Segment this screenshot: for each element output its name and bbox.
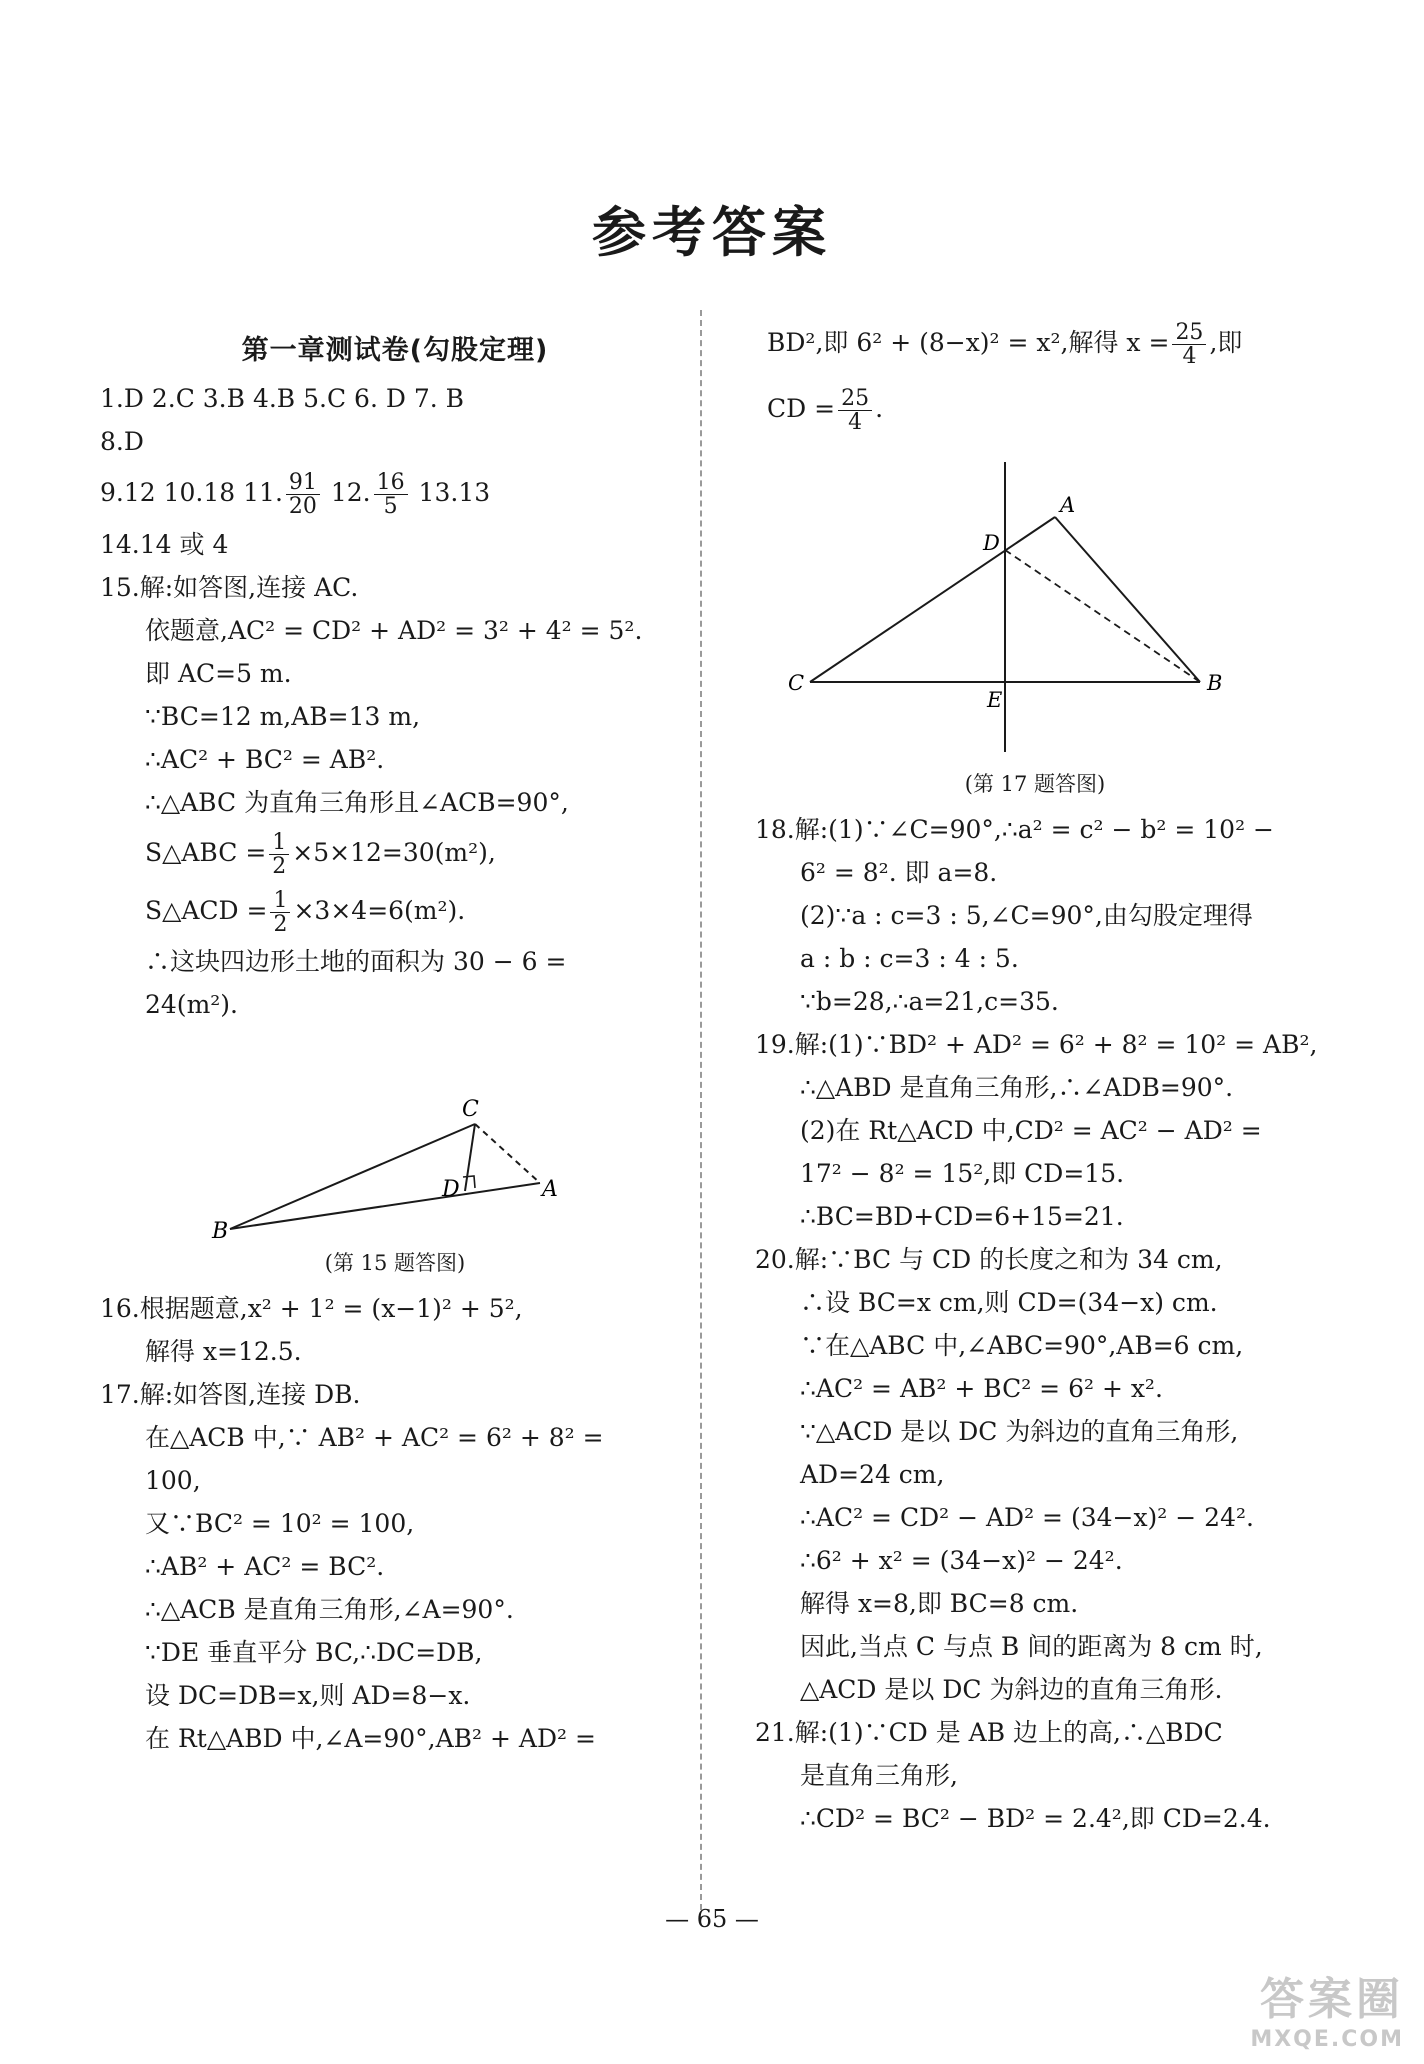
fraction-denominator: 20: [288, 494, 317, 519]
q15-line: ∴△ABC 为直角三角形且∠ACB=90°,: [145, 788, 569, 817]
q15-area-acd: [100, 882, 690, 940]
q20-line: 因此,当点 C 与点 B 间的距离为 8 cm 时,: [800, 1632, 1263, 1661]
vertex-label-a: A: [542, 1177, 558, 1202]
q19-line: ∴BC=BD+CD=6+15=21.: [800, 1202, 1124, 1231]
fraction-numerator: 1: [270, 889, 290, 913]
q16-line: 16.根据题意,x² + 1² = (x−1)² + 5²,: [100, 1294, 523, 1323]
q20-line: ∵在△ABC 中,∠ABC=90°,AB=6 cm,: [800, 1331, 1244, 1360]
q20-line: ∴设 BC=x cm,则 CD=(34−x) cm.: [800, 1288, 1218, 1317]
vertex-label-d: D: [983, 531, 1000, 555]
fraction-denominator: 4: [1182, 344, 1197, 369]
fraction-half: [270, 889, 290, 936]
fraction-25-4: [838, 387, 872, 434]
q15-line: ∴这块四边形土地的面积为 30 − 6 =: [145, 947, 567, 976]
q20-line: ∴AC² = CD² − AD² = (34−x)² − 24².: [800, 1503, 1254, 1532]
area-label: S△ABC =: [145, 838, 267, 867]
left-column: [100, 310, 690, 1760]
q17-equation: BD²,即 6² + (8−x)² = x²,解得 x =: [767, 328, 1170, 357]
fraction-denominator: 5: [383, 494, 398, 519]
answer-13-text: 13.13: [410, 478, 491, 507]
q16-line: 解得 x=12.5.: [145, 1337, 302, 1366]
fraction-numerator: 25: [1172, 321, 1206, 345]
q21-line: 是直角三角形,: [800, 1761, 958, 1790]
q17-result: [755, 376, 1315, 442]
fraction-numerator: 1: [269, 831, 289, 855]
fraction-denominator: 2: [273, 912, 288, 937]
column-divider: [700, 310, 702, 1910]
q17-line: ∴△ACB 是直角三角形,∠A=90°.: [145, 1595, 514, 1624]
answer-14: 14.14 或 4: [100, 530, 229, 559]
q17-result-tail: .: [875, 394, 884, 423]
vertex-label-e: E: [987, 688, 1003, 712]
q20-line: AD=24 cm,: [800, 1460, 945, 1489]
fraction-half: [269, 831, 289, 878]
q15-line: ∵BC=12 m,AB=13 m,: [145, 702, 421, 731]
vertex-label-c: C: [788, 671, 805, 695]
fraction-12: [374, 471, 408, 518]
figure-15: [100, 1026, 690, 1241]
q21-line: ∴CD² = BC² − BD² = 2.4²,即 CD=2.4.: [800, 1804, 1271, 1833]
answers-9-13: [100, 463, 690, 523]
q17-line: 17.解:如答图,连接 DB.: [100, 1380, 361, 1409]
chapter-heading: 第一章测试卷(勾股定理): [241, 335, 549, 366]
area-expression: ×3×4=6(m²).: [293, 896, 466, 925]
answers-1-7: 1.D 2.C 3.B 4.B 5.C 6. D 7. B: [100, 384, 465, 413]
q20-line: 解得 x=8,即 BC=8 cm.: [800, 1589, 1079, 1618]
vertex-label-b: B: [212, 1219, 229, 1241]
figure-17: [755, 442, 1315, 762]
q20-line: 20.解:∵BC 与 CD 的长度之和为 34 cm,: [755, 1245, 1223, 1274]
q17-line: 又∵BC² = 10² = 100,: [145, 1509, 415, 1538]
area-label: S△ACD =: [145, 896, 268, 925]
q17-result-label: CD =: [767, 394, 836, 423]
fraction-numerator: 25: [838, 387, 872, 411]
q17-line: 100,: [145, 1466, 201, 1495]
q18-line: ∵b=28,∴a=21,c=35.: [800, 987, 1059, 1016]
q17-line: 在 Rt△ABD 中,∠A=90°,AB² + AD² =: [145, 1724, 596, 1753]
fraction-numerator: 91: [286, 471, 320, 495]
q17-line: 在△ACB 中,∵ AB² + AC² = 6² + 8² =: [145, 1423, 604, 1452]
q18-line: 18.解:(1)∵∠C=90°,∴a² = c² − b² = 10² −: [755, 815, 1275, 844]
q17-line: 设 DC=DB=x,则 AD=8−x.: [145, 1681, 471, 1710]
fraction-denominator: 4: [848, 410, 863, 435]
watermark-logo-text: 答案圈: [1260, 1974, 1404, 2025]
q19-line: (2)在 Rt△ACD 中,CD² = AC² − AD² =: [800, 1116, 1262, 1145]
q21-line: 21.解:(1)∵CD 是 AB 边上的高,∴△BDC: [755, 1718, 1223, 1747]
page-number: — 65 —: [665, 1905, 759, 1933]
q19-line: 19.解:(1)∵BD² + AD² = 6² + 8² = 10² = AB²,: [755, 1030, 1318, 1059]
fraction-11: [286, 471, 320, 518]
fraction-denominator: 2: [272, 854, 287, 879]
q18-line: (2)∵a : c=3 : 5,∠C=90°,由勾股定理得: [800, 901, 1253, 930]
area-expression: ×5×12=30(m²),: [292, 838, 496, 867]
q17-line: ∵DE 垂直平分 BC,∴DC=DB,: [145, 1638, 483, 1667]
q15-line: ∴AC² + BC² = AB².: [145, 745, 385, 774]
q20-line: △ACD 是以 DC 为斜边的直角三角形.: [800, 1675, 1223, 1704]
answers-9-11-text: 9.12 10.18 11.: [100, 478, 283, 507]
fraction-numerator: 16: [374, 471, 408, 495]
site-watermark: [1250, 1963, 1404, 2052]
q20-line: ∴AC² = AB² + BC² = 6² + x².: [800, 1374, 1163, 1403]
page-title: 参考答案: [592, 200, 832, 264]
q15-line: 即 AC=5 m.: [145, 659, 292, 688]
figure-17-caption: (第 17 题答图): [964, 772, 1106, 796]
q19-line: ∴△ABD 是直角三角形,∴∠ADB=90°.: [800, 1073, 1234, 1102]
vertex-label-c: C: [462, 1097, 479, 1122]
q20-line: ∴6² + x² = (34−x)² − 24².: [800, 1546, 1123, 1575]
q18-line: a : b : c=3 : 4 : 5.: [800, 944, 1019, 973]
q15-line: 15.解:如答图,连接 AC.: [100, 573, 359, 602]
watermark-url: MXQE.COM: [1250, 2027, 1404, 2052]
answer-8: 8.D: [100, 427, 144, 456]
q17-continued: [755, 310, 1315, 376]
q19-line: 17² − 8² = 15²,即 CD=15.: [800, 1159, 1125, 1188]
vertex-label-b: B: [1207, 671, 1223, 695]
answer-12-text: 12.: [322, 478, 371, 507]
q17-line: ∴AB² + AC² = BC².: [145, 1552, 385, 1581]
vertex-label-a: A: [1060, 493, 1076, 517]
q17-equation-tail: ,即: [1209, 328, 1243, 357]
q15-line: 依题意,AC² = CD² + AD² = 3² + 4² = 5².: [145, 616, 643, 645]
q18-line: 6² = 8². 即 a=8.: [800, 858, 998, 887]
fraction-25-4: [1172, 321, 1206, 368]
q15-area-abc: [100, 824, 690, 882]
right-column: [755, 310, 1318, 1840]
q15-line: 24(m²).: [145, 990, 238, 1019]
q20-line: ∵△ACD 是以 DC 为斜边的直角三角形,: [800, 1417, 1239, 1446]
figure-15-caption: (第 15 题答图): [324, 1251, 466, 1275]
vertex-label-d: D: [442, 1177, 460, 1202]
